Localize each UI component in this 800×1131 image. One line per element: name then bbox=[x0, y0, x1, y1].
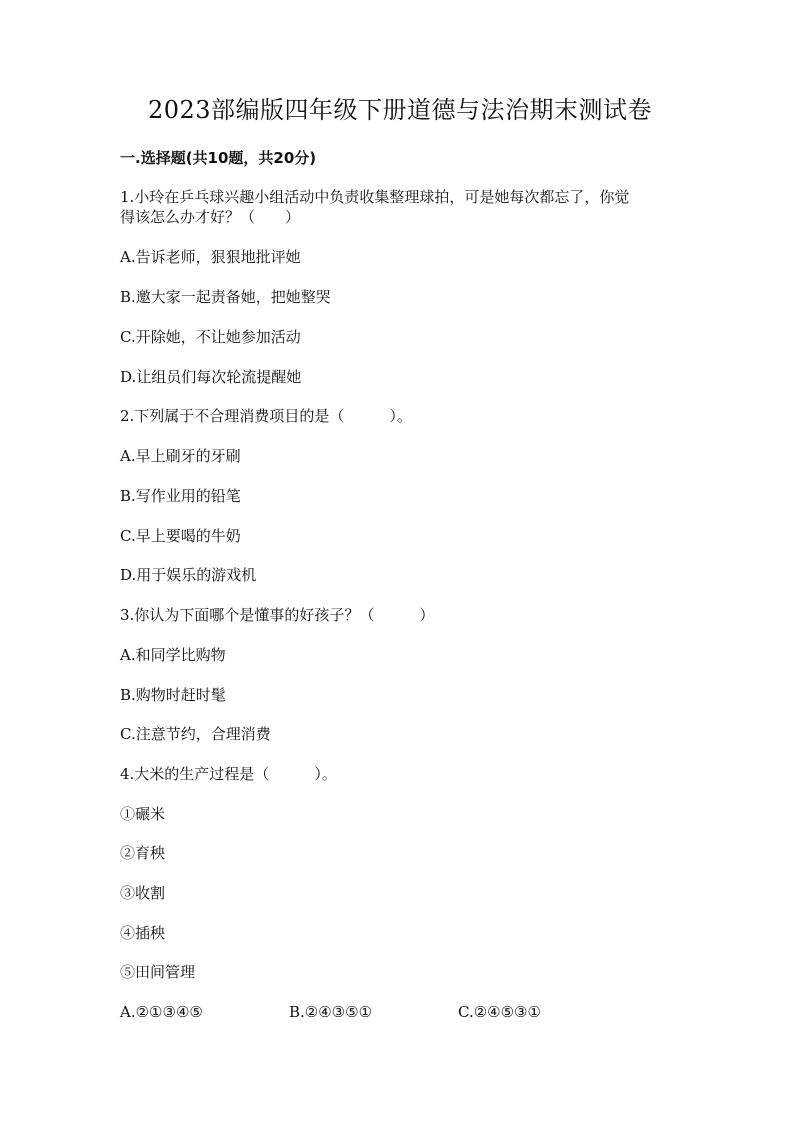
question-1-stem-line-1: 1.小玲在乒乓球兴趣小组活动中负责收集整理球拍，可是她每次都忘了，你觉 bbox=[120, 188, 630, 206]
question-1-option-c: C.开除她，不让她参加活动 bbox=[120, 328, 301, 346]
section-heading: 一.选择题(共10题，共20分) bbox=[120, 149, 317, 167]
question-4-option-a: A.②①③④⑤ bbox=[120, 1003, 203, 1021]
question-1-stem-line-2: 得该怎么办才好？（ ） bbox=[120, 208, 301, 226]
question-4-step-1: ①碾米 bbox=[120, 805, 166, 823]
question-1-option-b: B.邀大家一起责备她，把她整哭 bbox=[120, 288, 331, 306]
question-4-step-5: ⑤田间管理 bbox=[120, 963, 196, 981]
question-2-stem: 2.下列属于不合理消费项目的是（ ）。 bbox=[120, 407, 412, 425]
question-4-step-2: ②育秧 bbox=[120, 844, 166, 862]
question-2-option-a: A.早上刷牙的牙刷 bbox=[120, 447, 241, 465]
question-1-option-d: D.让组员们每次轮流提醒她 bbox=[120, 368, 302, 386]
question-4-step-4: ④插秧 bbox=[120, 924, 166, 942]
question-4-option-c: C.②④⑤③① bbox=[458, 1003, 541, 1021]
question-3-option-a: A.和同学比购物 bbox=[120, 646, 226, 664]
question-3-option-c: C.注意节约，合理消费 bbox=[120, 725, 271, 743]
question-3-option-b: B.购物时赶时髦 bbox=[120, 686, 226, 704]
question-4-option-b: B.②④③⑤① bbox=[289, 1003, 373, 1021]
question-2-option-c: C.早上要喝的牛奶 bbox=[120, 527, 241, 545]
question-4-step-3: ③收割 bbox=[120, 884, 166, 902]
question-2-option-d: D.用于娱乐的游戏机 bbox=[120, 566, 257, 584]
question-2-option-b: B.写作业用的铅笔 bbox=[120, 487, 241, 505]
exam-title: 2023部编版四年级下册道德与法治期末测试卷 bbox=[147, 96, 653, 124]
question-3-stem: 3.你认为下面哪个是懂事的好孩子？（ ） bbox=[120, 606, 435, 624]
question-1-option-a: A.告诉老师，狠狠地批评她 bbox=[120, 248, 301, 266]
question-4-stem: 4.大米的生产过程是（ ）。 bbox=[120, 765, 337, 783]
